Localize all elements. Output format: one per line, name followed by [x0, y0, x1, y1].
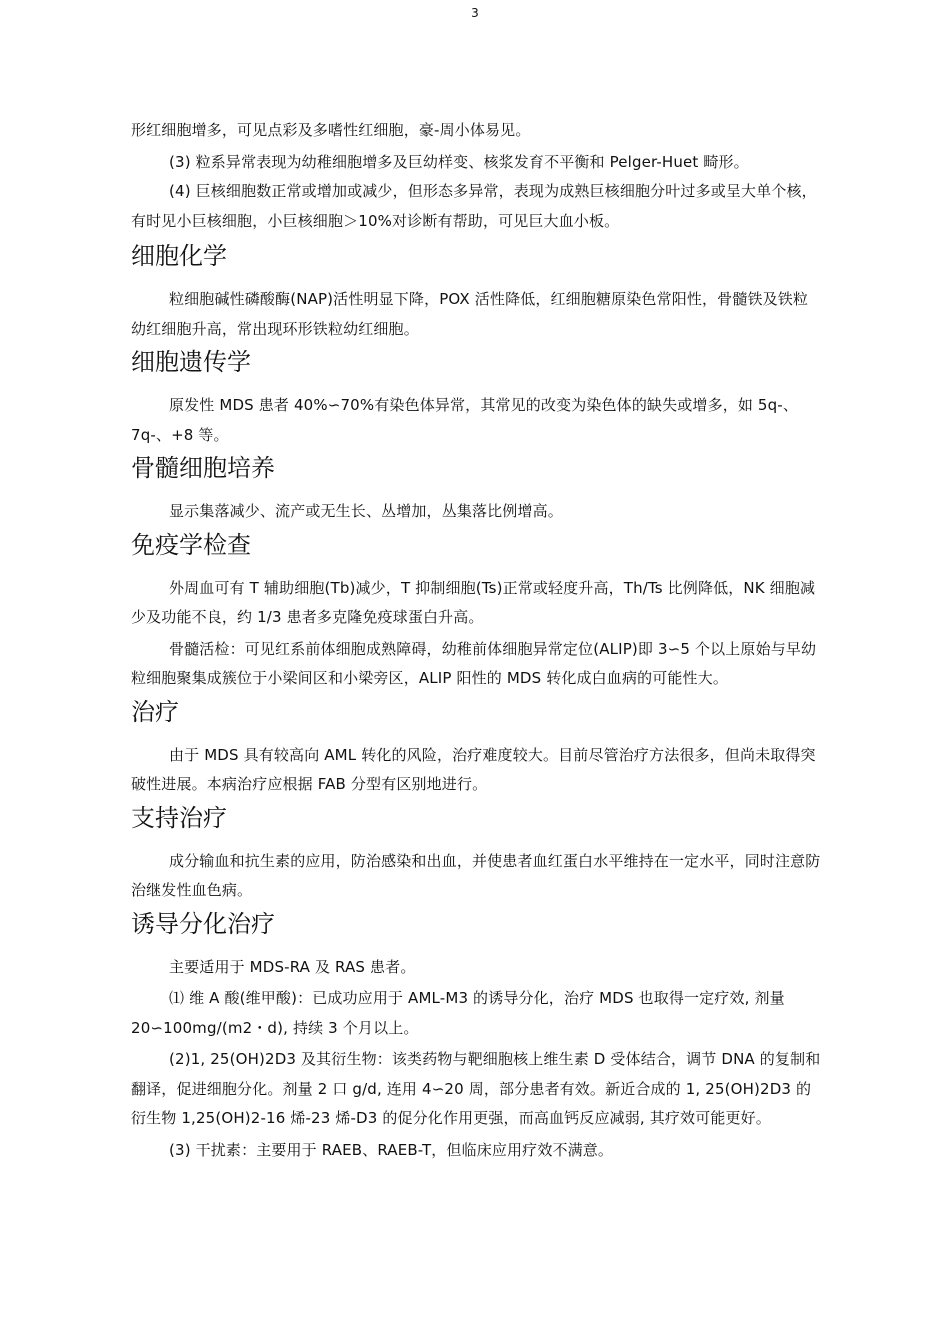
body-paragraph: 骨髓活检：可见红系前体细胞成熟障碍，幼稚前体细胞异常定位(ALIP)即 3∽5 个以上原始与早幼粒细胞聚集成簇位于小梁间区和小梁旁区，ALIP 阳性的 MDS 转化成白血病的可能性大。 — [131, 639, 817, 687]
section-heading-cytochemistry: 细胞化学 — [131, 242, 227, 270]
body-paragraph: (3) 干扰素：主要用于 RAEB、RAEB-T，但临床应用疗效不满意。 — [169, 1140, 614, 1159]
body-paragraph: 原发性 MDS 患者 40%∽70%有染色体异常，其常见的改变为染色体的缺失或增多，如 5q-、7q-、+8 等。 — [131, 396, 799, 444]
section-heading-bone-marrow-culture: 骨髓细胞培养 — [131, 454, 275, 482]
body-paragraph: (2)1, 25(OH)2D3 及其衍生物：该类药物与靶细胞核上维生素 D 受体结合，调节 DNA 的复制和翻译，促进细胞分化。剂量 2 口 g/d, 连用 4∽20 周，部分患者有效。新近合成的 1, 25(OH)2D3 的衍生物 1,25(OH)2-16 烯-23 烯-D3 的促分化作用更强，而高血钙反应减弱, 其疗效可能更好。 — [131, 1050, 821, 1127]
body-paragraph: 由于 MDS 具有较高向 AML 转化的风险，治疗难度较大。目前尽管治疗方法很多，但尚未取得突破性进展。本病治疗应根据 FAB 分型有区别地进行。 — [131, 745, 816, 793]
section-heading-treatment: 治疗 — [131, 697, 179, 726]
body-paragraph: (4) 巨核细胞数正常或增加或减少，但形态多异常，表现为成熟巨核细胞分叶过多或呈大单个核，有时见小巨核细胞，小巨核细胞＞10%对诊断有帮助，可见巨大血小板。 — [131, 182, 817, 230]
body-paragraph: 粒细胞碱性磷酸酶(NAP)活性明显下降，POX 活性降低，红细胞糖原染色常阳性，骨髓铁及铁粒幼红细胞升高，常出现环形铁粒幼红细胞。 — [131, 290, 809, 338]
body-paragraph: 主要适用于 MDS-RA 及 RAS 患者。 — [169, 957, 416, 976]
body-paragraph: 形红细胞增多，可见点彩及多嗜性红细胞，豪-周小体易见。 — [131, 121, 531, 139]
body-paragraph: 外周血可有 T 辅助细胞(Tb)减少，T 抑制细胞(Ts)正常或轻度升高，Th/Ts 比例降低，NK 细胞减少及功能不良，约 1/3 患者多克隆免疫球蛋白升高。 — [131, 578, 816, 626]
body-paragraph: 显示集落减少、流产或无生长、丛增加，丛集落比例增高。 — [169, 502, 563, 520]
document-body — [131, 116, 821, 1165]
section-heading-differentiation-therapy: 诱导分化治疗 — [131, 909, 275, 938]
body-paragraph: 成分输血和抗生素的应用，防治感染和出血，并使患者血红蛋白水平维持在一定水平，同时注意防治继发性血色病。 — [131, 851, 821, 899]
body-paragraph: ⑴ 维 A 酸(维甲酸)：已成功应用于 AML-M3 的诱导分化，治疗 MDS 也取得一定疗效, 剂量 20∽100mg/(m2・d), 持续 3 个月以上。 — [131, 989, 785, 1037]
body-paragraph: (3) 粒系异常表现为幼稚细胞增多及巨幼样变、核浆发育不平衡和 Pelger-Huet 畸形。 — [169, 152, 749, 171]
page-number: 3 — [471, 6, 479, 20]
section-heading-cytogenetics: 细胞遗传学 — [131, 348, 251, 376]
section-heading-immunology: 免疫学检查 — [131, 530, 251, 559]
section-heading-supportive-treatment: 支持治疗 — [131, 803, 227, 832]
